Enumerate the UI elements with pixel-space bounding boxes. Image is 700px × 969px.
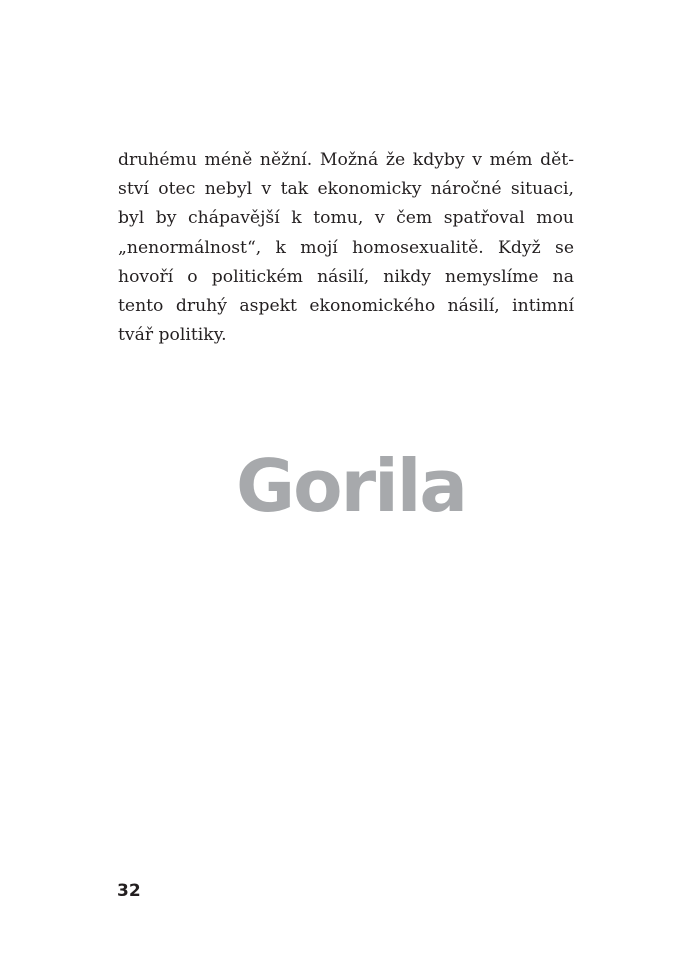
page-number: 32: [117, 881, 141, 901]
text-line: hovoří o politickém násilí, nikdy nemyslíme na: [118, 266, 574, 287]
text-line: druhému méně něžní. Možná že kdyby v mém dět-: [118, 150, 574, 170]
text-line: tento druhý aspekt ekonomického násilí, intimní: [118, 295, 574, 316]
gorila-watermark-logo: Gorila: [236, 444, 467, 528]
text-line: „nenormálnost“, k mojí homosexualitě. Když se: [118, 237, 574, 258]
text-line: ství otec nebyl v tak ekonomicky náročné situaci,: [118, 179, 574, 200]
body-paragraph: [118, 146, 574, 350]
text-line: tvář politiky.: [118, 325, 227, 346]
text-line: byl by chápavější k tomu, v čem spatřoval mou: [118, 208, 574, 229]
